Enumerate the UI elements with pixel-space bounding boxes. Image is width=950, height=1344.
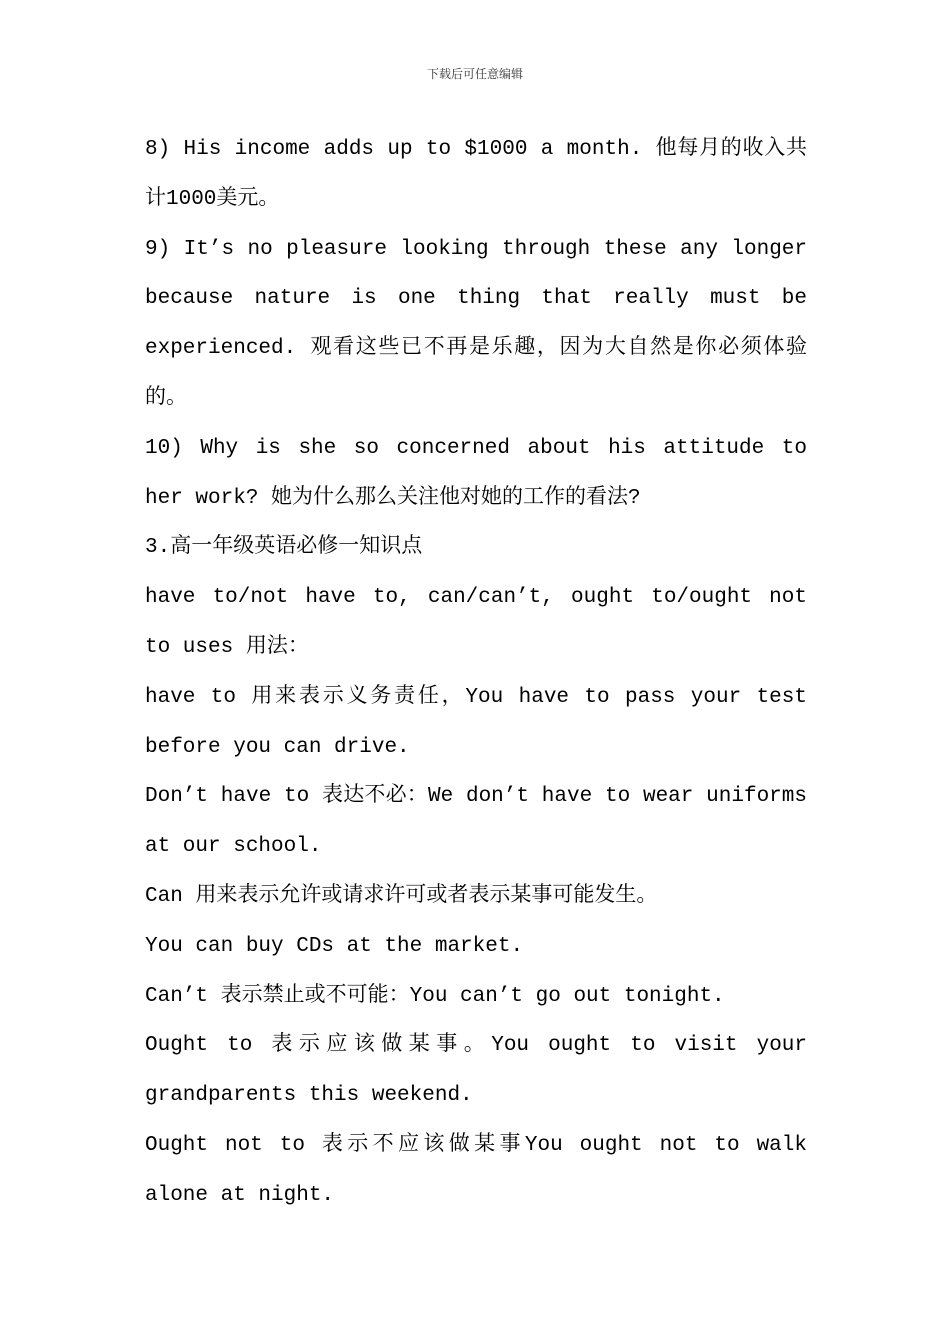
paragraph-example-8: 8) His income adds up to $1000 a month. 他每月的收入共计1000美元。: [145, 138, 807, 211]
paragraph-can: Can 用来表示允许或请求许可或者表示某事可能发生。: [145, 884, 658, 908]
paragraph-have-to: have to 用来表示义务责任，You have to pass your test before you can drive.: [145, 685, 807, 759]
paragraph-cant: Can’t 表示禁止或不可能：You can’t go out tonight.: [145, 984, 725, 1008]
section-heading: 3.高一年级英语必修一知识点: [145, 536, 423, 560]
paragraph-example-9: 9) It’s no pleasure looking through these any longer because nature is one thing that really must be experienced. 观看这些已不再是乐趣，因为大自然是你必须体验的。: [145, 237, 807, 410]
paragraph-dont-have-to: Don’t have to 表达不必：We don’t have to wear uniforms at our school.: [145, 785, 807, 859]
page-header: 下载后可任意编辑: [426, 67, 523, 81]
paragraph-can-example: You can buy CDs at the market.: [145, 934, 524, 958]
paragraph-example-10: 10) Why is she so concerned about his attitude to her work? 她为什么那么关注他对她的工作的看法?: [145, 436, 807, 510]
paragraph-ought-not-to: Ought not to 表示不应该做某事You ought not to walk alone at night.: [145, 1133, 807, 1207]
document-body: [145, 125, 807, 1221]
paragraph-modal-uses: have to/not have to, can/can’t, ought to/ought not to uses 用法：: [145, 586, 807, 659]
paragraph-ought-to: Ought to 表示应该做某事。You ought to visit your grandparents this weekend.: [145, 1034, 807, 1108]
